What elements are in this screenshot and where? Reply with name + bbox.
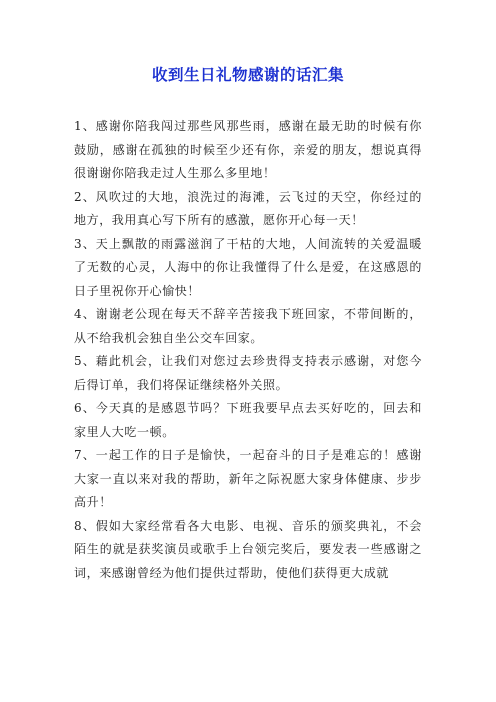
paragraph-8: 8、假如大家经常看各大电影、电视、音乐的颁奖典礼，不会陌生的就是获奖演员或歌手上台领完奖后，要发表一些感谢之词，来感谢曾经为他们提供过帮助，使他们获得更大成就 — [74, 518, 422, 580]
document-title: 收到生日礼物感谢的话汇集 — [151, 66, 344, 84]
paragraph-3: 3、天上飘散的雨露滋润了干枯的大地，人间流转的关爱温暖了无数的心灵，人海中的你让我懂得了什么是爱，在这感恩的日子里祝你开心愉快！ — [74, 236, 422, 298]
document-body — [74, 115, 422, 585]
paragraph-2: 2、风吹过的大地，浪洗过的海滩，云飞过的天空，你经过的地方，我用真心写下所有的感激，愿你开心每一天！ — [74, 189, 422, 227]
paragraph-4: 4、谢谢老公现在每天不辞辛苦接我下班回家，不带间断的，从不给我机会独自坐公交车回家。 — [74, 307, 422, 345]
paragraph-1: 1、感谢你陪我闯过那些风那些雨，感谢在最无助的时候有你鼓励，感谢在孤独的时候至少还有你，亲爱的朋友，想说真得很谢谢你陪我走过人生那么多里地！ — [74, 119, 422, 180]
paragraph-7: 7、一起工作的日子是愉快，一起奋斗的日子是难忘的！感谢大家一直以来对我的帮助，新年之际祝愿大家身体健康、步步高升！ — [74, 448, 422, 509]
paragraph-6: 6、今天真的是感恩节吗？下班我要早点去买好吃的，回去和家里人大吃一顿。 — [74, 401, 422, 439]
paragraph-5: 5、藉此机会，让我们对您过去珍贵得支持表示感谢，对您今后得订单，我们将保证继续格外关照。 — [74, 354, 422, 392]
